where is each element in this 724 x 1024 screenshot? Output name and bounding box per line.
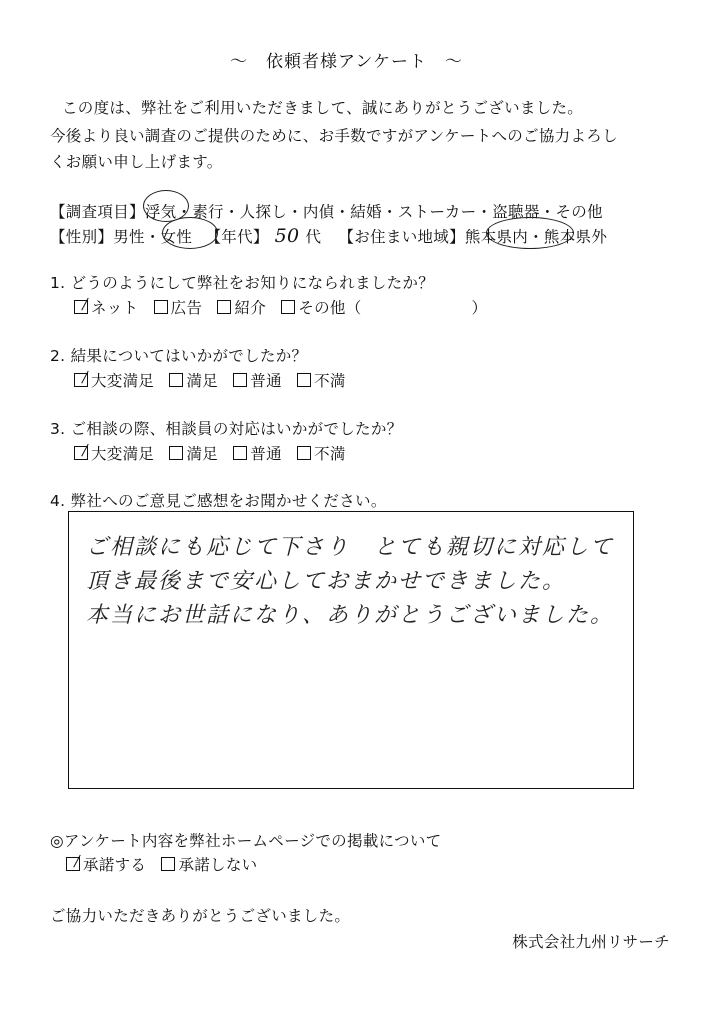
q2-option-dissatisfied[interactable] (297, 369, 346, 391)
option-label: ネット (91, 299, 139, 317)
investigation-items-label: 【調査項目】 (50, 203, 145, 221)
checkbox[interactable] (169, 446, 183, 460)
separator: ・ (476, 203, 493, 221)
age-suffix: 代 (305, 228, 322, 246)
checkbox[interactable] (217, 300, 231, 314)
region-kumamoto-out: 熊本県外 (543, 228, 608, 246)
intro-line-1: この度は、弊社をご利用いただきまして、誠にありがとうございました。 (62, 99, 584, 117)
region-kumamoto-in: 熊本県内 (464, 228, 529, 246)
gender-male: 男性 (113, 228, 145, 246)
age-handwritten-value: 50 (274, 225, 300, 247)
q1-option-referral[interactable] (217, 296, 266, 318)
option-label: 大変満足 (91, 445, 155, 463)
gender-label: 【性別】 (50, 228, 114, 246)
checkbox[interactable] (169, 373, 183, 387)
separator: ・ (287, 203, 303, 221)
item-sokou: 素行 (192, 203, 224, 221)
q1-options (74, 296, 497, 318)
item-hitosagashi: 人探し (239, 203, 288, 221)
selection-circle-female (162, 217, 218, 249)
checkbox[interactable] (297, 446, 311, 460)
gender-female: 女性 (160, 228, 193, 246)
option-label: 承諾しない (178, 856, 258, 874)
company-name: 株式会社九州リサーチ (512, 933, 670, 951)
q1-option-other[interactable] (281, 296, 487, 318)
option-label: 不満 (314, 445, 346, 463)
checkbox[interactable] (297, 373, 311, 387)
publish-consent-question: ◎アンケート内容を弊社ホームページでの掲載について (50, 832, 442, 850)
option-label: 大変満足 (91, 372, 155, 390)
checkbox-checked[interactable] (74, 300, 88, 314)
q3-option-satisfied[interactable] (169, 442, 218, 464)
checkbox[interactable] (161, 857, 175, 871)
checkbox-checked[interactable] (66, 857, 80, 871)
item-stalker: ストーカー (397, 203, 477, 221)
separator: ・ (223, 203, 240, 221)
checkbox-checked[interactable] (74, 446, 88, 460)
item-uwaki: 浮気 (144, 203, 177, 221)
checkbox[interactable] (154, 300, 168, 314)
closing-message: ご協力いただきありがとうございました。 (50, 907, 351, 925)
close-paren: ） (471, 299, 488, 317)
option-label: 普通 (250, 372, 282, 390)
survey-title: ～ 依頼者様アンケート ～ (230, 52, 463, 72)
q2-question: 2. 結果についてはいかがでしたか？ (50, 347, 308, 365)
separator: ・ (528, 228, 544, 246)
intro-line-2: 今後より良い調査のご提供のために、お手数ですがアンケートへのご協力よろし (50, 127, 618, 145)
q2-option-very-satisfied[interactable] (74, 369, 154, 391)
publish-consent-options (66, 853, 267, 875)
separator: ・ (144, 228, 161, 246)
selection-circle-region (486, 217, 574, 249)
q3-option-dissatisfied[interactable] (297, 442, 346, 464)
option-label: その他（ (298, 299, 362, 317)
publish-option-disagree[interactable] (161, 853, 257, 875)
checkbox[interactable] (233, 373, 247, 387)
option-label: 広告 (170, 299, 203, 317)
option-label: 不満 (314, 372, 346, 390)
option-label: 満足 (186, 445, 219, 463)
item-kekkon: 結婚 (350, 203, 382, 221)
option-label: 紹介 (234, 299, 267, 317)
q2-option-neutral[interactable] (233, 369, 282, 391)
q3-question: 3. ご相談の際、相談員の対応はいかがでしたか？ (50, 420, 403, 438)
q3-option-very-satisfied[interactable] (74, 442, 154, 464)
checkbox[interactable] (281, 300, 295, 314)
option-label: 承諾する (83, 856, 147, 874)
handwritten-comment-line-2: 頂き最後まで安心しておまかせできました。 (86, 569, 567, 594)
separator: ・ (334, 203, 351, 221)
checkbox-checked[interactable] (74, 373, 88, 387)
separator: ・ (381, 203, 398, 221)
item-sonota: その他 (555, 203, 603, 221)
separator: ・ (176, 203, 193, 221)
q1-option-ad[interactable] (154, 296, 203, 318)
option-label: 満足 (186, 372, 219, 390)
q3-options (74, 442, 356, 464)
q1-option-net[interactable] (74, 296, 138, 318)
q2-options (74, 369, 356, 391)
publish-option-agree[interactable] (66, 853, 146, 875)
q1-question: 1. どうのようにして弊社をお知りになられましたか？ (50, 274, 435, 292)
item-naitei: 内偵 (302, 203, 335, 221)
intro-line-3: くお願い申し上げます。 (50, 153, 223, 171)
option-label: 普通 (250, 445, 282, 463)
q3-option-neutral[interactable] (233, 442, 282, 464)
region-label: 【お住まい地域】 (338, 228, 465, 246)
q4-question: 4. 弊社へのご意見ご感想をお聞かせください。 (50, 492, 387, 510)
checkbox[interactable] (233, 446, 247, 460)
age-label: 【年代】 (205, 228, 269, 246)
handwritten-comment-line-1: ご相談にも応じて下さり とても親切に対応して (86, 535, 615, 560)
separator: ・ (539, 203, 556, 221)
handwritten-comment-line-3: 本当にお世話になり、ありがとうございました。 (86, 603, 615, 628)
q2-option-satisfied[interactable] (169, 369, 218, 391)
item-touchouki: 盗聴器 (492, 203, 540, 221)
